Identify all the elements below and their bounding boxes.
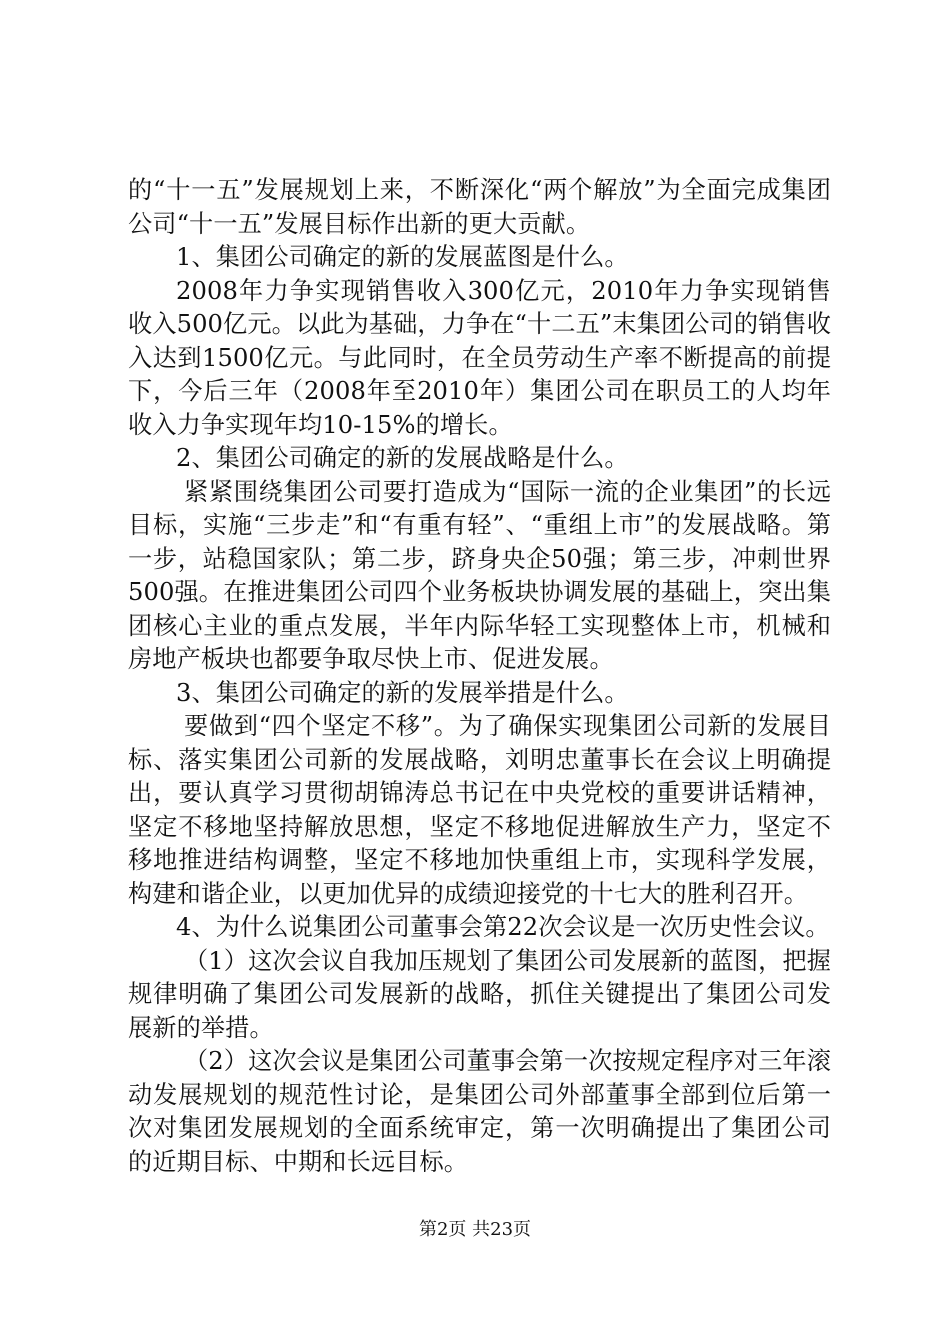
question-heading-3: 3、集团公司确定的新的发展举措是什么。 (176, 678, 629, 707)
answer-paragraph-4-2: （2）这次会议是集团公司董事会第一次按规定程序对三年滚动发展规划的规范性讨论，是集团公司外部董事全部到位后第一次对集团发展规划的全面系统审定，第一次明确提出了集团公司的近期目标、中期和长远目标。 (128, 1047, 831, 1176)
document-body (128, 174, 831, 1179)
question-heading-4: 4、为什么说集团公司董事会第22次会议是一次历史性会议。 (176, 913, 830, 941)
page-number-footer: 第2页 共23页 (418, 1219, 532, 1240)
question-heading-2: 2、集团公司确定的新的发展战略是什么。 (176, 444, 629, 472)
question-heading-1: 1、集团公司确定的新的发展蓝图是什么。 (176, 243, 629, 271)
answer-paragraph-4-1: （1）这次会议自我加压规划了集团公司发展新的蓝图，把握规律明确了集团公司发展新的战略，抓住关键提出了集团公司发展新的举措。 (128, 946, 831, 1042)
answer-paragraph-1: 2008年力争实现销售收入300亿元，2010年力争实现销售收入500亿元。以此为基础，力争在“十二五”末集团公司的销售收入达到1500亿元。与此同时，在全员劳动生产率不断提高的前提下，今后三年（2008年至2010年）集团公司在职员工的人均年收入力争实现年均10-15%的增长。 (128, 276, 831, 439)
answer-paragraph-3: 要做到“四个坚定不移”。为了确保实现集团公司新的发展目标、落实集团公司新的发展战略，刘明忠董事长在会议上明确提出，要认真学习贯彻胡锦涛总书记在中央党校的重要讲话精神，坚定不移地坚持解放思想，坚定不移地促进解放生产力，坚定不移地推进结构调整，坚定不移地加快重组上市，实现科学发展，构建和谐企业，以更加优异的成绩迎接党的十七大的胜利召开。 (128, 712, 831, 908)
paragraph-continuation: 的“十一五”发展规划上来，不断深化“两个解放”为全面完成集团公司“十一五”发展目标作出新的更大贡献。 (128, 176, 831, 238)
answer-paragraph-2: 紧紧围绕集团公司要打造成为“国际一流的企业集团”的长远目标，实施“三步走”和“有重有轻”、“重组上市”的发展战略。第一步，站稳国家队；第二步，跻身央企50强；第三步，冲刺世界500强。在推进集团公司四个业务板块协调发展的基础上，突出集团核心主业的重点发展，半年内际华轻工实现整体上市，机械和房地产板块也都要争取尽快上市、促进发展。 (128, 477, 831, 673)
